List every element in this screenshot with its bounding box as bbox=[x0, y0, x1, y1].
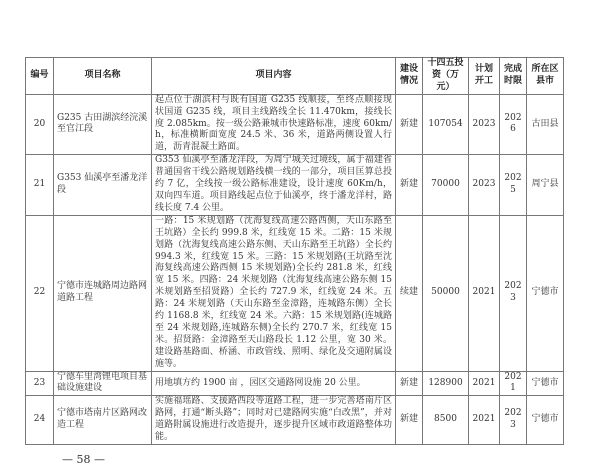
cell-investment: 107054 bbox=[423, 94, 469, 155]
cell-status: 新建 bbox=[396, 396, 423, 445]
cell-status: 新建 bbox=[396, 371, 423, 396]
header-county: 所在区县市 bbox=[527, 58, 564, 95]
cell-name: 宁德市塔南片区路网改造工程 bbox=[54, 396, 152, 445]
cell-county: 周宁县 bbox=[527, 155, 564, 216]
header-name: 项目名称 bbox=[54, 58, 152, 95]
cell-finish: 2025 bbox=[500, 155, 527, 216]
table-row bbox=[26, 215, 564, 371]
header-investment: 十四五投资（万元） bbox=[423, 58, 469, 95]
cell-investment: 50000 bbox=[423, 215, 469, 371]
header-finish: 完成时限 bbox=[500, 58, 527, 95]
cell-no: 22 bbox=[26, 215, 54, 371]
cell-status: 新建 bbox=[396, 94, 423, 155]
header-status: 建设情况 bbox=[396, 58, 423, 95]
cell-name: 宁德车里湾锂电项目基础设施建设 bbox=[54, 371, 152, 396]
cell-finish: 2023 bbox=[500, 396, 527, 445]
cell-investment: 128900 bbox=[423, 371, 469, 396]
table-row bbox=[26, 155, 564, 216]
project-table bbox=[25, 57, 564, 445]
cell-no: 23 bbox=[26, 371, 54, 396]
page-number: — 58 — bbox=[62, 453, 105, 466]
cell-status: 新建 bbox=[396, 155, 423, 216]
document-sheet bbox=[25, 57, 563, 467]
cell-name: G353 仙溪亭至潘龙洋段 bbox=[54, 155, 152, 216]
cell-start: 2021 bbox=[469, 215, 500, 371]
table-row bbox=[26, 94, 564, 155]
cell-content: 起点位于湖滨村与既有国道 G235 线顺接，至终点顺接现状国道 G235 线，项目主线路线全长 11.470km，接线长度 2.085km。按一级公路兼城市快速路标准，速度 60km/h，标准横断面宽度 24.5 米、36 米，道路两侧设置人行道，沥青混凝土路面。 bbox=[152, 94, 396, 155]
cell-content: G353 仙溪亭至潘龙洋段，为周宁城关过境线，属于福建省普通国省干线公路规划路线横一线的一部分，项目匡算总投约 7 亿，全线按一级公路标准建设，设计速度 60Km/h，双向四车道。项目路线起点位于仙溪亭，终于潘龙洋村，路线长度 7.4 公里。 bbox=[152, 155, 396, 216]
cell-status: 续建 bbox=[396, 215, 423, 371]
cell-content: 实施福瑶路、支援路西段等道路工程，进一步完善塔南片区路网，打通“断头路”；同时对已建路网实施“白改黑”，并对道路附属设施进行改造提升，逐步提升区域市政道路整体功能。 bbox=[152, 396, 396, 445]
header-no: 编号 bbox=[26, 58, 54, 95]
cell-investment: 8500 bbox=[423, 396, 469, 445]
cell-content: 一路：15 米规划路（沈海复线高速公路西侧，天山东路至王坑路）全长约 999.8 米，红线宽 15 米。二路：15 米规划路（沈海复线高速公路东侧、天山东路至王坑路）全长约 994.3 米，红线宽 15 米。三路：15 米规划路(王坑路至沈海复线高速公路西侧 15 米规划路)全长约 281.8 米，红线宽 15 米。四路：24 米规划路（沈海复线高速公路东侧 15 米规划路至招贤路）全长约 727.9 米，红线宽 24 米。五路：24 米规划路（天山东路至金漳路，连城路东侧）全长约 1168.8 米，红线宽 24 米。六路：15 米规划路(连城路至 24 米规划路,连城路东侧)全长约 270.7 米，红线宽 15 米。招贤路：金漳路至天山路段长 1.12 公里，宽 30 米。建设路基路面、桥涵、市政管线、照明、绿化及交通附属设施等。 bbox=[152, 215, 396, 371]
table-row bbox=[26, 371, 564, 396]
cell-county: 宁德市 bbox=[527, 396, 564, 445]
header-content: 项目内容 bbox=[152, 58, 396, 95]
table-header-row bbox=[26, 58, 564, 95]
cell-finish: 2026 bbox=[500, 94, 527, 155]
cell-start: 2023 bbox=[469, 94, 500, 155]
cell-county: 宁德市 bbox=[527, 371, 564, 396]
cell-no: 21 bbox=[26, 155, 54, 216]
header-start: 计划开工 bbox=[469, 58, 500, 95]
cell-no: 24 bbox=[26, 396, 54, 445]
cell-start: 2021 bbox=[469, 371, 500, 396]
cell-start: 2023 bbox=[469, 155, 500, 216]
cell-county: 宁德市 bbox=[527, 215, 564, 371]
cell-county: 古田县 bbox=[527, 94, 564, 155]
cell-investment: 70000 bbox=[423, 155, 469, 216]
cell-name: G235 古田湖滨经浣溪至官江段 bbox=[54, 94, 152, 155]
cell-name: 宁德市连城路周边路网道路工程 bbox=[54, 215, 152, 371]
cell-content: 用地填方约 1900 亩 ，园区交通路网设施 20 公里。 bbox=[152, 371, 396, 396]
cell-finish: 2021 bbox=[500, 371, 527, 396]
cell-finish: 2023 bbox=[500, 215, 527, 371]
cell-start: 2021 bbox=[469, 396, 500, 445]
table-row bbox=[26, 396, 564, 445]
cell-no: 20 bbox=[26, 94, 54, 155]
